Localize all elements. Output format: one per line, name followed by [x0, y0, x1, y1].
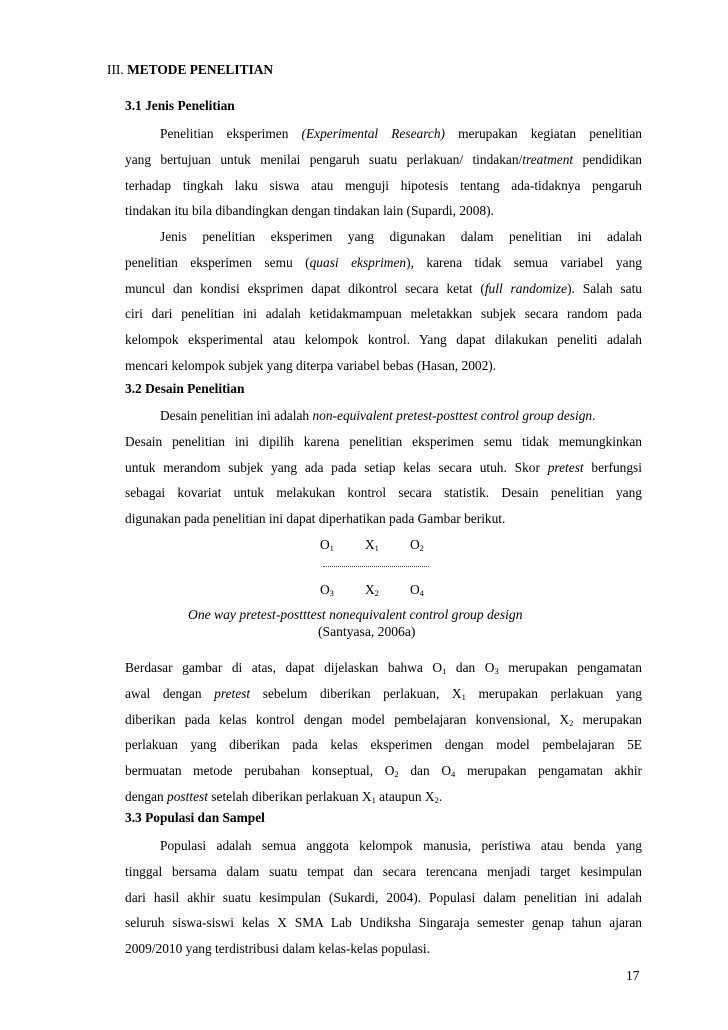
- text-line: untuk merandom subjek yang ada pada setiap kelas secara utuh. Skor pretest berfungsi: [125, 459, 642, 475]
- text-line: Jenis penelitian eksperimen yang digunakan dalam penelitian ini adalah: [160, 229, 642, 244]
- text-line: sebagai kovariat untuk melakukan kontrol secara statistik. Desain penelitian yang: [125, 485, 642, 501]
- design-symbol: $X_1$: [365, 537, 379, 553]
- design-symbol: $O_2$: [410, 537, 424, 553]
- design-symbol: $O_3$: [320, 582, 334, 598]
- paragraph-jenis-1: [125, 121, 642, 224]
- section-heading-jenis: 3.1 Jenis Penelitian: [125, 98, 235, 113]
- text-line: Desain penelitian ini dipilih karena penelitian eksperimen semu tidak memungkinkan: [125, 433, 642, 449]
- text-line: bermuatan metode perubahan konseptual, $O_2$ dan $O_4$ merupakan pengamatan akhir: [125, 763, 642, 780]
- text-line: penelitian eksperimen semu (quasi eksprimen), karena tidak semua variabel yang: [125, 254, 643, 270]
- text-line: diberikan pada kelas kontrol dengan model pembelajaran konvensional, $X_2$ merupakan: [125, 711, 642, 728]
- page-number: 17: [626, 968, 640, 983]
- text-line: Penelitian eksperimen (Experimental Research) merupakan kegiatan penelitian: [160, 126, 643, 141]
- text-line: perlakuan yang diberikan pada kelas eksperimen dengan model pembelajaran 5E: [125, 737, 642, 753]
- paragraph-jenis-2: [125, 224, 642, 379]
- text-line: digunakan pada penelitian ini dapat diperhatikan pada Gambar berikut.: [125, 511, 506, 527]
- design-symbol: $O_4$: [410, 582, 424, 598]
- text-line: Desain penelitian ini adalah non-equivalent pretest-posttest control group design.: [160, 408, 596, 423]
- dotted-divider: [323, 566, 429, 567]
- text-line: muncul dan kondisi eksprimen dapat dikontrol secara ketat (full randomize). Salah satu: [125, 280, 642, 296]
- text-line: seluruh siswa-siswi kelas X SMA Lab Undiksha Singaraja semester genap tahun ajaran: [125, 915, 642, 931]
- text-line: tindakan itu bila dibandingkan dengan tindakan lain (Supardi, 2008).: [125, 203, 494, 219]
- section-heading-desain: 3.2 Desain Penelitian: [125, 381, 245, 396]
- figure-caption: One way pretest-postttest nonequivalent control group design: [188, 607, 523, 622]
- figure-source: (Santyasa, 2006a): [318, 624, 416, 639]
- text-line: kelompok eksperimental atau kelompok kontrol. Yang dapat dilakukan peneliti adalah: [125, 332, 642, 348]
- text-line: Berdasar gambar di atas, dapat dijelaskan bahwa $O_1$ dan $O_3$ merupakan pengamatan: [125, 660, 642, 676]
- text-line: Populasi adalah semua anggota kelompok manusia, peristiwa atau benda yang: [160, 838, 642, 853]
- section-heading-populasi: 3.3 Populasi dan Sampel: [125, 810, 265, 825]
- chapter-title: METODE PENELITIAN: [127, 62, 274, 77]
- text-line: dari hasil akhir suatu kesimpulan (Sukardi, 2004). Populasi dalam penelitian ini adalah: [125, 889, 642, 905]
- text-line: dengan posttest setelah diberikan perlakuan $X_1$ ataupun $X_2$.: [125, 788, 443, 805]
- paragraph-desain-explanation: [125, 655, 642, 810]
- text-line: yang bertujuan untuk menilai pengaruh suatu perlakuan/ tindakan/treatment pendidikan: [125, 151, 642, 167]
- text-line: mencari kelompok subjek yang diterpa variabel bebas (Hasan, 2002).: [125, 357, 497, 373]
- text-line: 2009/2010 yang terdistribusi dalam kelas-kelas populasi.: [125, 941, 430, 957]
- text-line: tinggal bersama dalam suatu tempat dan secara terencana menjadi target kesimpulan: [125, 863, 642, 879]
- chapter-number: III.: [107, 62, 124, 77]
- text-line: awal dengan pretest sebelum diberikan perlakuan, $X_1$ merupakan perlakuan yang: [125, 685, 642, 702]
- text-line: ciri dari penelitian ini adalah ketidakmampuan meletakkan subjek secara random pada: [125, 306, 642, 322]
- paragraph-desain: [125, 403, 642, 532]
- design-symbol: $X_2$: [365, 582, 379, 598]
- text-line: terhadap tingkah laku siswa atau menguji hipotesis tentang ada-tidaknya pengaruh: [125, 177, 642, 193]
- design-symbol: $O_1$: [320, 537, 334, 553]
- chapter-heading: [107, 62, 273, 78]
- paragraph-populasi: [125, 833, 642, 962]
